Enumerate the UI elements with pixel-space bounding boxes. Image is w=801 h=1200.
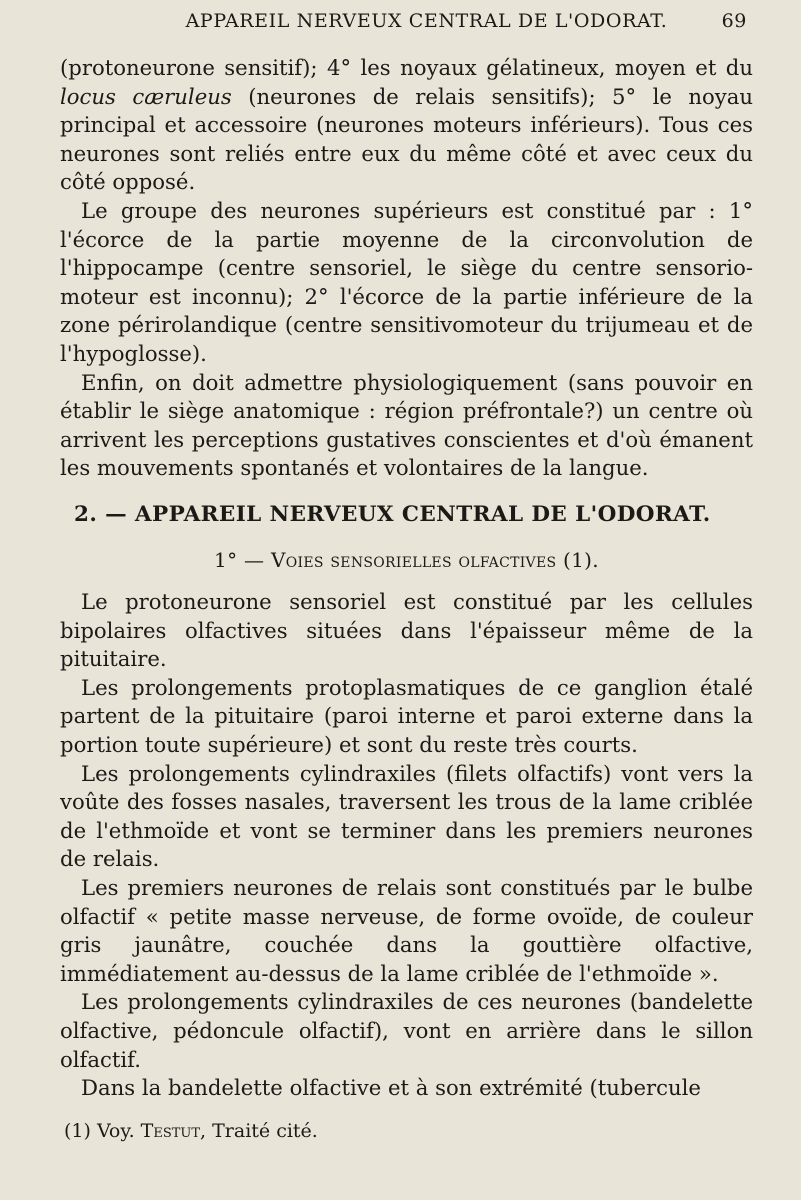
subsection-title: Voies sensorielles olfactives xyxy=(271,547,557,572)
footnote xyxy=(64,1117,753,1146)
paragraph: Les prolongements cylindraxiles (filets olfactifs) vont vers la voûte des fosses nasales, traversent les trous de la lame criblée de l'ethmoïde et vont se terminer dans les premiers neurones de relais. xyxy=(60,760,753,872)
latin-term: locus cæruleus xyxy=(60,83,232,109)
running-head xyxy=(60,10,753,42)
paragraph-centre-gustatif: Enfin, on doit admettre physiologiquement (sans pouvoir en établir le siège anatomique : région préfrontale?) un centre où arrivent les perceptions gustatives conscientes et d'où émanent les mouvements spontanés et volontaires de la langue. xyxy=(60,369,753,481)
page-number: 69 xyxy=(721,10,747,32)
footnote-author: Testut xyxy=(140,1119,201,1142)
paragraph: Les prolongements protoplasmatiques de ce ganglion étalé partent de la pituitaire (paroi interne et paroi externe dans la portion toute supérieure) et sont du reste très courts. xyxy=(60,674,753,758)
subsection-number: 1° — xyxy=(214,547,271,572)
paragraph-groupe-neurones: Le groupe des neurones supérieurs est constitué par : 1° l'écorce de la partie moyenne de la circonvolution de l'hippocampe (centre sensoriel, le siège du centre sensorio-moteur est inconnu); 2° l'écorce de la partie inférieure de la zone périrolandique (centre sensitivomoteur du trijumeau et de l'hypoglosse). xyxy=(60,197,753,366)
paragraph: Les premiers neurones de relais sont constitués par le bulbe olfactif « petite masse nerveuse, de forme ovoïde, de couleur gris jaunâtre, couchée dans la gouttière olfactive, immédiatement au-dessus de la lame criblée de l'ethmoïde ». xyxy=(60,875,753,986)
footnote-reference: (1). xyxy=(556,547,599,572)
paragraph-text: (neurones de relais sensitifs); 5° le noyau principal et accessoire (neurones moteurs inférieurs). Tous ces neurones sont reliés entre eux du même côté et avec ceux du côté opposé. xyxy=(60,83,753,195)
footnote-text: , Traité cité. xyxy=(200,1119,318,1142)
body-text xyxy=(60,54,753,1145)
paragraph: Les prolongements cylindraxiles de ces neurones (bandelette olfactive, pédoncule olfactif), vont en arrière dans le sillon olfactif. xyxy=(60,989,753,1072)
section-heading: 2. — APPAREIL NERVEUX CENTRAL DE L'ODORAT. xyxy=(74,501,711,527)
running-head-title: APPAREIL NERVEUX CENTRAL DE L'ODORAT. xyxy=(185,10,668,32)
footnote-marker: (1) Voy. xyxy=(64,1119,141,1142)
paragraph: Le protoneurone sensoriel est constitué par les cellules bipolaires olfactives situées dans l'épaisseur même de la pituitaire. xyxy=(60,589,753,672)
paragraph: Dans la bandelette olfactive et à son extrémité (tubercule xyxy=(81,1075,701,1101)
paragraph-text: (protoneurone sensitif); 4° les noyaux gélatineux, moyen et du xyxy=(60,55,753,80)
paragraph-continuation xyxy=(60,54,753,197)
subsection-heading xyxy=(60,546,753,575)
